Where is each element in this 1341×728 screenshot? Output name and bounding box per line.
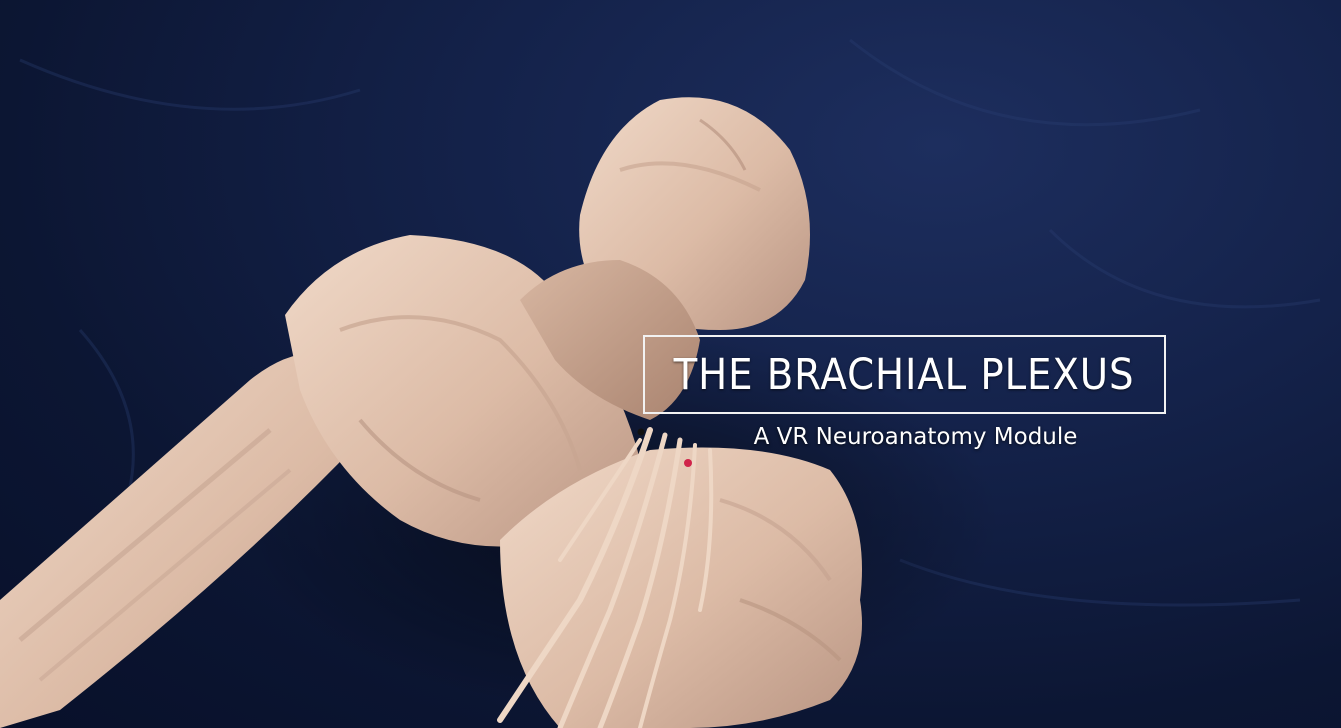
title-frame xyxy=(643,335,1166,414)
red-pin xyxy=(684,459,692,467)
module-title: THE BRACHIAL PLEXUS xyxy=(674,349,1135,400)
module-subtitle: A VR Neuroanatomy Module xyxy=(753,424,1078,450)
